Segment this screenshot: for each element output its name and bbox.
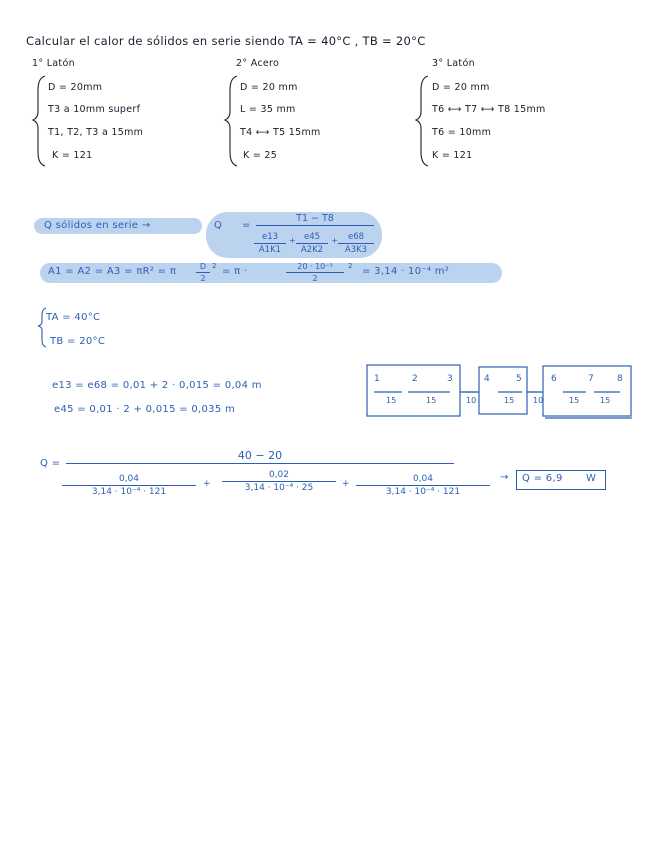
diagram-node: 7 xyxy=(588,374,594,384)
title: Calcular el calor de sólidos en serie siendo TA = 40°C , TB = 20°C xyxy=(26,34,426,48)
final-term-den: 3,14 · 10⁻⁴ · 121 xyxy=(91,487,167,497)
diagram-node: 2 xyxy=(412,374,418,384)
brace-solid-1 xyxy=(33,76,45,166)
thickness-e13-e68: e13 = e68 = 0,01 + 2 · 0,015 = 0,04 m xyxy=(52,380,262,391)
final-result: Q = 6,9 xyxy=(522,473,563,484)
brace-solid-3 xyxy=(416,76,428,166)
area-frac-d-den: 2 xyxy=(200,274,206,283)
diagram-node: 8 xyxy=(617,374,623,384)
solid-2-line: D = 20 mm xyxy=(240,82,298,93)
area-result: = 3,14 · 10⁻⁴ m² xyxy=(362,266,450,277)
final-q: Q = xyxy=(40,458,61,469)
diagram-node: 4 xyxy=(484,374,490,384)
diagram-node: 3 xyxy=(447,374,453,384)
solid-1-heading: 1° Latón xyxy=(32,58,75,69)
diagram-dim: 15 xyxy=(386,396,397,405)
diagram-dim: 15 xyxy=(600,396,611,405)
final-term-num: 0,02 xyxy=(222,470,336,482)
solid-1-line: T3 a 10mm superf xyxy=(48,104,141,115)
solid-2-line: T4 ⟷ T5 15mm xyxy=(240,127,321,138)
area-frac-r-den: 2 xyxy=(312,274,318,283)
solid-3-line: T6 ⟷ T7 ⟷ T8 15mm xyxy=(432,104,546,115)
series-plus: + xyxy=(289,236,296,245)
series-term-num: e68 xyxy=(338,232,374,244)
final-plus: + xyxy=(342,479,350,489)
series-term-num: e13 xyxy=(254,232,286,244)
solid-3-line: K = 121 xyxy=(432,150,473,161)
solid-1-line: K = 121 xyxy=(52,150,93,161)
diagram-dim: 15 xyxy=(569,396,580,405)
solid-2-line: K = 25 xyxy=(243,150,278,161)
diagram-dim: 15 xyxy=(426,396,437,405)
final-arrow: → xyxy=(500,472,509,483)
series-equals: = xyxy=(242,220,251,231)
area-frac-r-num: 20 · 10⁻³ xyxy=(286,262,344,273)
final-term-num: 0,04 xyxy=(356,474,490,486)
final-unit: W xyxy=(586,473,597,484)
diagram-dim: 10 xyxy=(466,396,477,405)
thickness-e45: e45 = 0,01 · 2 + 0,015 = 0,035 m xyxy=(54,404,236,415)
series-term-den: A1K1 xyxy=(258,245,282,255)
diagram-node: 6 xyxy=(551,374,557,384)
temp-b: TB = 20°C xyxy=(50,336,106,347)
solid-3-heading: 3° Latón xyxy=(432,58,475,69)
series-plus: + xyxy=(331,236,338,245)
area-frac-d-num: D xyxy=(196,262,210,273)
solid-3-line: D = 20 mm xyxy=(432,82,490,93)
area-mid: = π · xyxy=(222,266,248,277)
series-q: Q xyxy=(214,220,223,231)
area-left: A1 = A2 = A3 = πR² = π xyxy=(48,266,177,277)
series-term-num: e45 xyxy=(296,232,328,244)
series-term-den: A2K2 xyxy=(300,245,324,255)
solid-1-line: D = 20mm xyxy=(48,82,103,93)
series-numerator: T1 − T8 xyxy=(256,213,374,226)
area-exp: 2 xyxy=(212,262,217,270)
brace-temps xyxy=(38,308,46,347)
series-label: Q sólidos en serie → xyxy=(44,220,151,231)
diagram-node: 5 xyxy=(516,374,522,384)
diagram-node: 1 xyxy=(374,374,380,384)
brace-solid-2 xyxy=(225,76,237,166)
final-numerator: 40 − 20 xyxy=(66,449,454,464)
final-plus: + xyxy=(203,479,211,489)
final-term-den: 3,14 · 10⁻⁴ · 121 xyxy=(385,487,461,497)
temp-a: TA = 40°C xyxy=(46,312,101,323)
diagram-dim: 15 xyxy=(504,396,515,405)
final-term-den: 3,14 · 10⁻⁴ · 25 xyxy=(244,483,314,493)
final-term-num: 0,04 xyxy=(62,474,196,486)
solid-1-line: T1, T2, T3 a 15mm xyxy=(48,127,144,138)
solid-2-heading: 2° Acero xyxy=(236,58,280,69)
series-term-den: A3K3 xyxy=(344,245,368,255)
solid-3-line: T6 = 10mm xyxy=(432,127,492,138)
diagram-dim: 10 xyxy=(533,396,544,405)
solid-2-line: L = 35 mm xyxy=(240,104,296,115)
area-exp-2: 2 xyxy=(348,262,353,270)
